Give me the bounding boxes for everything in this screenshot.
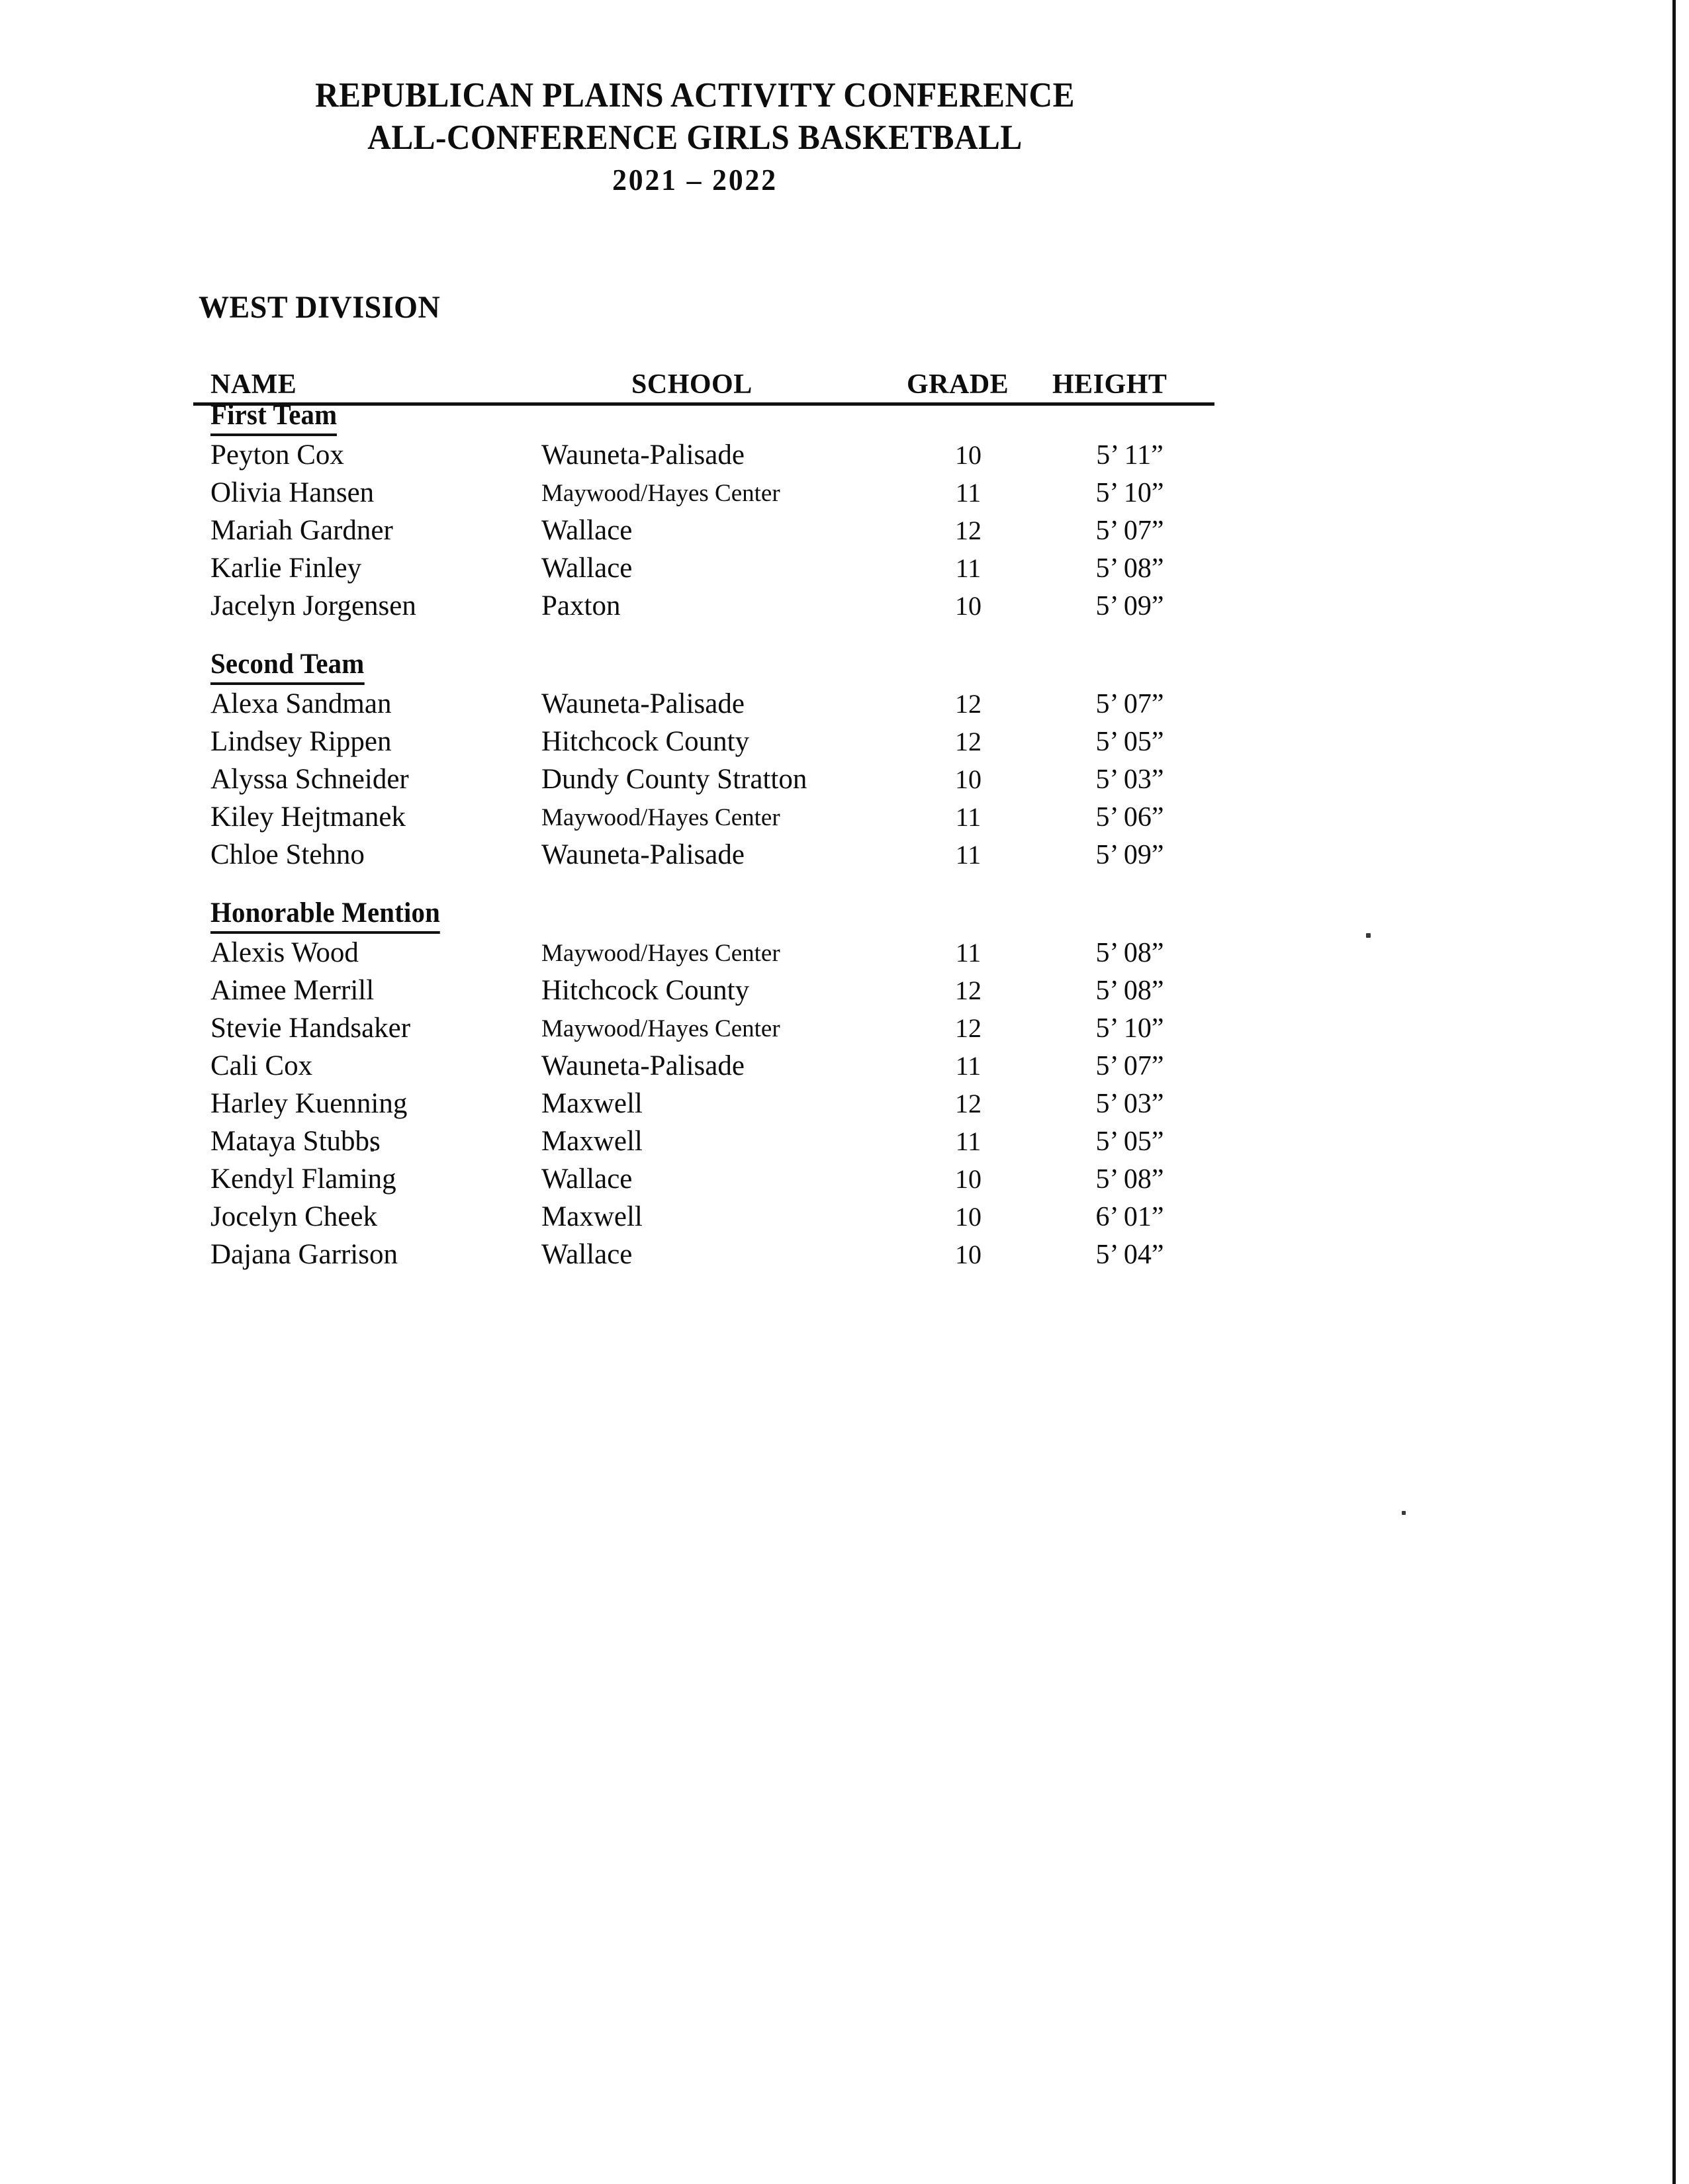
cell-grade: 11 [955,1051,981,1081]
division-heading: WEST DIVISION [199,290,441,325]
cell-school: Hitchcock County [541,726,750,757]
cell-grade: 10 [955,591,981,621]
scan-edge-artifact [1672,0,1676,2184]
cell-school: Wallace [541,515,633,546]
cell-height: 5’ 10” [1095,478,1164,508]
cell-school: Wauneta-Palisade [541,439,745,471]
season-label: 2021 – 2022 [612,163,778,197]
cell-player-name: Alexis Wood [210,937,359,968]
section-title-label: Second Team [210,649,364,685]
cell-school: Wauneta-Palisade [541,839,745,870]
cell-player-name: Mataya Stubbs [210,1126,381,1157]
cell-school: Hitchcock County [541,975,750,1006]
section-title [210,400,337,436]
cell-height: 5’ 07” [1095,516,1164,546]
cell-school: Wauneta-Palisade [541,1050,745,1081]
cell-height: 5’ 09” [1095,591,1164,621]
cell-player-name: Mariah Gardner [210,515,393,546]
cell-player-name: Aimee Merrill [210,975,375,1006]
cell-player-name: Cali Cox [210,1050,313,1081]
cell-grade: 10 [955,440,981,470]
table-row [193,1162,1279,1200]
cell-player-name: Alyssa Schneider [210,764,409,795]
cell-player-name: Harley Kuenning [210,1088,408,1119]
column-header-name: NAME [210,369,297,400]
table-row [193,514,1279,551]
cell-school: Maywood/Hayes Center [541,1015,780,1042]
table-row [193,589,1279,627]
table-section [193,649,1279,876]
cell-grade: 11 [955,938,981,968]
cell-school: Paxton [541,590,621,621]
cell-height: 5’ 05” [1095,727,1164,757]
cell-grade: 12 [955,516,981,545]
cell-grade: 10 [955,1240,981,1269]
document-title-block [0,74,1390,200]
table-row [193,838,1279,876]
cell-height: 5’ 08” [1095,553,1164,584]
cell-height: 5’ 08” [1095,976,1164,1006]
section-title-label: First Team [210,400,337,436]
cell-height: 5’ 05” [1095,1126,1164,1157]
cell-player-name: Chloe Stehno [210,839,365,870]
cell-school: Maxwell [541,1201,643,1232]
table-row [193,438,1279,476]
table-row [193,1011,1279,1049]
cell-grade: 10 [955,764,981,794]
cell-school: Maxwell [541,1126,643,1157]
cell-player-name: Lindsey Rippen [210,726,392,757]
cell-grade: 10 [955,1202,981,1232]
table-row [193,476,1279,514]
section-title [210,649,364,685]
cell-height: 5’ 09” [1095,840,1164,870]
section-title-label: Honorable Mention [210,897,440,934]
cell-height: 5’ 03” [1095,764,1164,795]
roster-table [193,365,1279,1270]
title-line-2: ALL-CONFERENCE GIRLS BASKETBALL [367,118,1023,157]
cell-grade: 10 [955,1164,981,1194]
cell-grade: 11 [955,553,981,583]
cell-player-name: Karlie Finley [210,553,362,584]
table-section [193,897,1279,1275]
table-header-row [193,365,1279,400]
cell-grade: 11 [955,840,981,870]
cell-school: Wallace [541,1163,633,1195]
cell-school: Maywood/Hayes Center [541,940,780,967]
cell-school: Maywood/Hayes Center [541,480,780,507]
cell-school: Wallace [541,553,633,584]
cell-grade: 11 [955,1126,981,1156]
cell-height: 5’ 11” [1096,440,1164,471]
table-row [193,1200,1279,1238]
cell-height: 5’ 10” [1095,1013,1164,1044]
scan-speck-artifact [1366,933,1371,938]
table-row [193,1087,1279,1124]
cell-player-name: Kiley Hejtmanek [210,801,406,833]
table-row [193,800,1279,838]
table-row [193,1049,1279,1087]
table-row [193,1238,1279,1275]
cell-player-name: Stevie Handsaker [210,1013,411,1044]
cell-player-name: Peyton Cox [210,439,344,471]
cell-school: Maxwell [541,1088,643,1119]
cell-height: 5’ 06” [1095,802,1164,833]
cell-school: Wallace [541,1239,633,1270]
cell-player-name: Dajana Garrison [210,1239,398,1270]
cell-grade: 12 [955,1013,981,1043]
table-row [193,1124,1279,1162]
cell-school: Wauneta-Palisade [541,688,745,719]
cell-height: 5’ 08” [1095,1164,1164,1195]
section-title [210,897,440,934]
cell-player-name: Alexa Sandman [210,688,392,719]
table-row [193,687,1279,725]
title-line-1: REPUBLICAN PLAINS ACTIVITY CONFERENCE [315,76,1075,114]
cell-height: 6’ 01” [1095,1202,1164,1232]
cell-height: 5’ 03” [1095,1089,1164,1119]
cell-school: Dundy County Stratton [541,764,807,795]
table-section [193,400,1279,627]
cell-height: 5’ 07” [1095,1051,1164,1081]
cell-school: Maywood/Hayes Center [541,804,780,831]
table-row [193,551,1279,589]
column-header-school: SCHOOL [631,369,753,400]
column-header-grade: GRADE [907,369,1009,400]
cell-height: 5’ 08” [1095,938,1164,968]
table-row [193,936,1279,974]
cell-height: 5’ 07” [1095,689,1164,719]
table-row [193,725,1279,762]
scan-speck-artifact [1402,1511,1406,1515]
cell-grade: 11 [955,478,981,508]
table-row [193,762,1279,800]
cell-grade: 12 [955,727,981,756]
cell-height: 5’ 04” [1095,1240,1164,1270]
table-row [193,974,1279,1011]
cell-grade: 12 [955,689,981,719]
cell-grade: 11 [955,802,981,832]
cell-player-name: Kendyl Flaming [210,1163,396,1195]
cell-player-name: Jacelyn Jorgensen [210,590,416,621]
cell-grade: 12 [955,1089,981,1118]
cell-grade: 12 [955,976,981,1005]
column-header-height: HEIGHT [1052,369,1167,400]
cell-player-name: Olivia Hansen [210,477,375,508]
cell-player-name: Jocelyn Cheek [210,1201,377,1232]
